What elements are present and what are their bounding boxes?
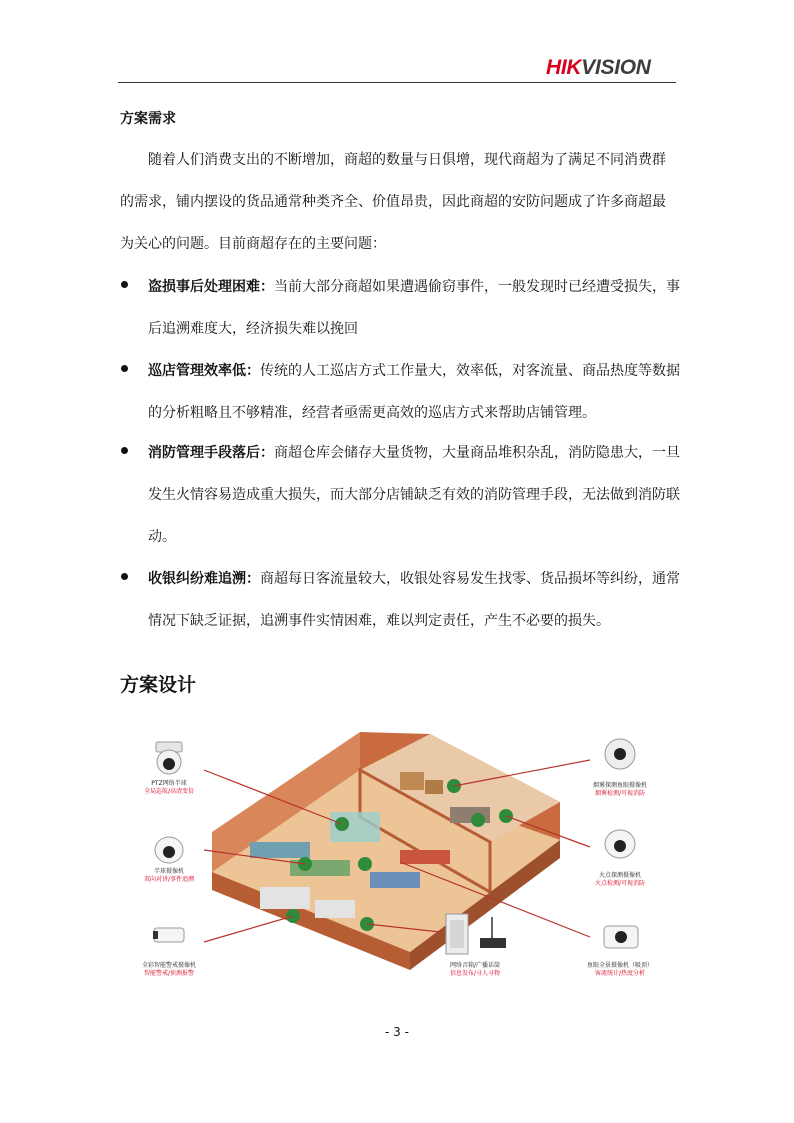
bullet-dot [121,447,128,454]
device-label-smoke-fisheye: 烟雾探测鱼眼摄像机 烟雾检测/可视消防 [592,782,647,797]
broadcast-microphone-icon [480,917,506,948]
header-divider [118,82,676,83]
bullet-dot [121,365,128,372]
stock-box [400,772,424,790]
bullet-4-label: 收银纠纷难追溯： [148,571,260,587]
network-speaker-icon [446,914,468,954]
device-label-dome: 半球摄像机 双向对讲/事件追溯 [143,868,195,883]
store-surveillance-diagram [120,722,680,1002]
section-title-requirements: 方案需求 [120,111,176,127]
bullet-2-line-1: 巡店管理效率低：传统的人工巡店方式工作量大，效率低，对客流量、商品热度等数据 [148,363,680,379]
bullet-camera-icon [153,928,184,942]
bullet-3-line-1: 消防管理手段落后：商超仓库会储存大量货物，大量商品堆积杂乱，消防隐患大，一旦 [148,445,680,461]
bullet-2-label: 巡店管理效率低： [148,363,260,379]
goods-shelf [370,872,420,888]
device-label-ptz: PTZ网络半球 全局巡航/高清变倍 [143,780,195,795]
bullet-3-line-2: 发生火情容易造成重大损失，而大部分店铺缺乏有效的消防管理手段，无法做到消防联 [148,487,680,503]
page-number: - 3 - [385,1025,409,1039]
bullet-1-line-1: 盗损事后处理困难：当前大部分商超如果遭遇偷窃事件，一般发现时已经遭受损失，事 [148,279,680,295]
intro-line-1: 随着人们消费支出的不断增加，商超的数量与日俱增，现代商超为了满足不同消费群 [148,152,666,168]
section-title-design: 方案设计 [120,674,197,696]
intro-line-3: 为关心的问题。目前商超存在的主要问题： [120,236,386,252]
camera-badge-icon [358,857,372,871]
hikvision-logo: HIKVISION [546,56,651,79]
device-label-fisheye: 鱼眼全景摄像机（吸顶） 客流统计/热度分析 [586,962,653,977]
bullet-1-label: 盗损事后处理困难： [148,279,274,295]
camera-badge-icon [471,813,485,827]
bullet-4-line-2: 情况下缺乏证据，追溯事件实情困难，难以判定责任，产生不必要的损失。 [148,613,610,629]
checkout-counter [260,887,310,909]
bullet-1-line-2: 后追溯难度大，经济损失难以挽回 [148,321,358,337]
ptz-dome-camera-icon [156,742,182,774]
device-label-bullet: 全彩智能警戒摄像机 智能警戒/侦测报警 [141,962,196,977]
bullet-dot [121,281,128,288]
store-isometric-illustration [120,722,680,1002]
dome-camera-icon [155,837,183,863]
goods-shelf [250,842,310,858]
bullet-4-line-1: 收银纠纷难追溯：商超每日客流量较大，收银处容易发生找零、货品损坏等纠纷，通常 [148,571,680,587]
bullet-2-line-2: 的分析粗略且不够精准，经营者亟需更高效的巡店方式来帮助店铺管理。 [148,405,596,421]
bullet-3-label: 消防管理手段落后： [148,445,274,461]
bullet-dot [121,573,128,580]
intro-line-2: 的需求，铺内摆设的货品通常种类齐全、价值昂贵，因此商超的安防问题成了许多商超最 [120,194,666,210]
device-label-speaker: 网络音箱/广播话筒 信息发布/寻人寻物 [449,962,501,977]
device-label-fire: 火点探测摄像机 火点检测/可视消防 [594,872,646,887]
connector-line [204,916,293,942]
fire-detection-camera-icon [605,830,635,858]
goods-shelf [400,850,450,864]
fisheye-panoramic-camera-icon [604,926,638,948]
bullet-3-line-3: 动。 [148,529,176,545]
stock-box [425,780,443,794]
camera-badge-icon [447,779,461,793]
checkout-counter [315,900,355,918]
smoke-fisheye-camera-icon [605,739,635,769]
